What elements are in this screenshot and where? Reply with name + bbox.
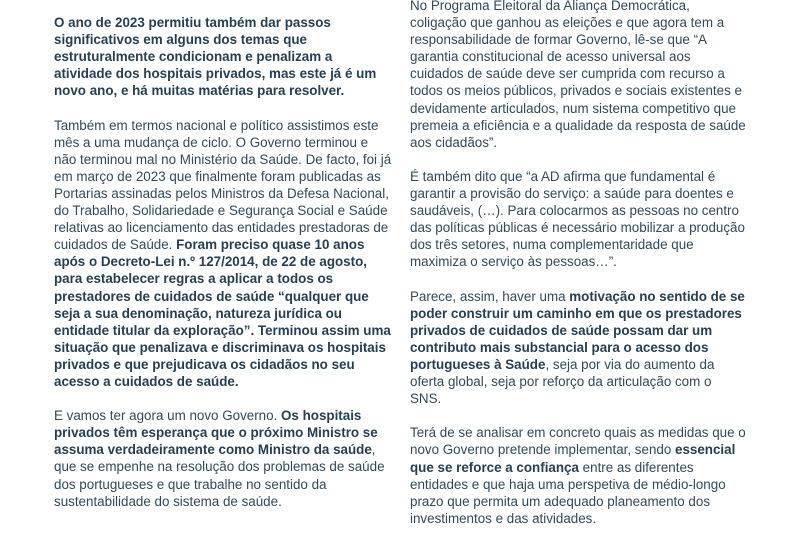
new-government-paragraph: [54, 407, 392, 510]
intro-paragraph: [54, 14, 392, 99]
right-column: [410, 0, 746, 544]
motivation-text-end: , seja por via do aumento da oferta global, seja por reforço da articulação com o SNS.: [410, 356, 715, 407]
new-government-text: E vamos ter agora um novo Governo.: [54, 408, 282, 424]
intro-bold-text: O ano de 2023 permitiu também dar passos significativos em alguns dos temas que estruturalmente condicionam e penalizam a atividade dos hospitais privados, mas este já é um novo ano, e há muitas matérias para resolver.: [54, 15, 377, 99]
measures-text-end: entre as diferentes entidades e que haja uma perspetiva de médio-longo prazo que permita um adequado planeamento dos investimentos e das atividades.: [410, 459, 726, 526]
measures-paragraph: [410, 424, 746, 527]
political-context-text: Também em termos nacional e político assistimos este mês a uma mudança de ciclo. O Governo terminou e não terminou mal no Ministério da Saúde. De facto, foi já em março de 2023 que finalmente foram publicadas as Portarias assinadas pelos Ministros da Defesa Nacional, do Trabalho, Solidariedade e Segurança Social e Saúde relativas ao licenciamento das entidades prestadoras de cuidados de Saúde.: [54, 117, 392, 253]
ad-statement-paragraph: [410, 168, 746, 271]
electoral-program-text: No Programa Eleitoral da Aliança Democrática, coligação que ganhou as eleições e que agora tem a responsabilidade de formar Governo, lê-se que “A garantia constitucional de acesso universal aos cuidados de saúde deve ser cumprida com recurso a todos os meios públicos, privados e sociais existentes e devidamente articulados, num sistema competitivo que premeia a eficiência e a qualidade da resposta de saúde aos cidadãos”.: [410, 0, 746, 150]
new-government-bold-text: Os hospitais privados têm esperança que o próximo Ministro se assuma verdadeiramente como Ministro da saúde: [54, 408, 378, 458]
motivation-paragraph: [410, 288, 746, 408]
political-context-bold-text: Foram preciso quase 10 anos após o Decreto-Lei n.º 127/2014, de 22 de agosto, para estabelecer regras a aplicar a todos os prestadores de cuidados de saúde “qualquer que seja a sua denominação, natureza jurídica ou entidade titular da exploração”. Terminou assim uma situação que penalizava e discriminava os hospitais privados e que prejudicava os cidadãos no seu acesso a cuidados de saúde.: [54, 237, 391, 389]
political-context-paragraph: [54, 117, 392, 391]
measures-text: Terá de se analisar em concreto quais as medidas que o novo Governo pretende implementar, sendo: [410, 425, 746, 458]
motivation-text: Parece, assim, haver uma: [410, 288, 570, 304]
motivation-bold-text: motivação no sentido de se poder construir um caminho em que os prestadores privados de cuidados de saúde possam dar um contributo mais substancial para o acesso dos portugueses à Saúde: [410, 288, 745, 372]
new-government-text-end: , que se empenhe na resolução dos problemas de saúde dos portugueses e que trabalhe no sentido da sustentabilidade do sistema de saúde.: [54, 442, 385, 509]
left-column: [54, 0, 392, 527]
electoral-program-paragraph: [410, 0, 746, 151]
ad-statement-text: É também dito que “a AD afirma que fundamental é garantir a provisão do serviço: a saúde para doentes e saudáveis, (…). Para colocarmos as pessoas no centro das políticas públicas é necessário mobilizar a produção dos três setores, numa complementaridade que maximiza o serviço às pessoas…”.: [410, 168, 745, 270]
measures-bold-text: essencial que se reforce a confiança: [410, 442, 736, 475]
